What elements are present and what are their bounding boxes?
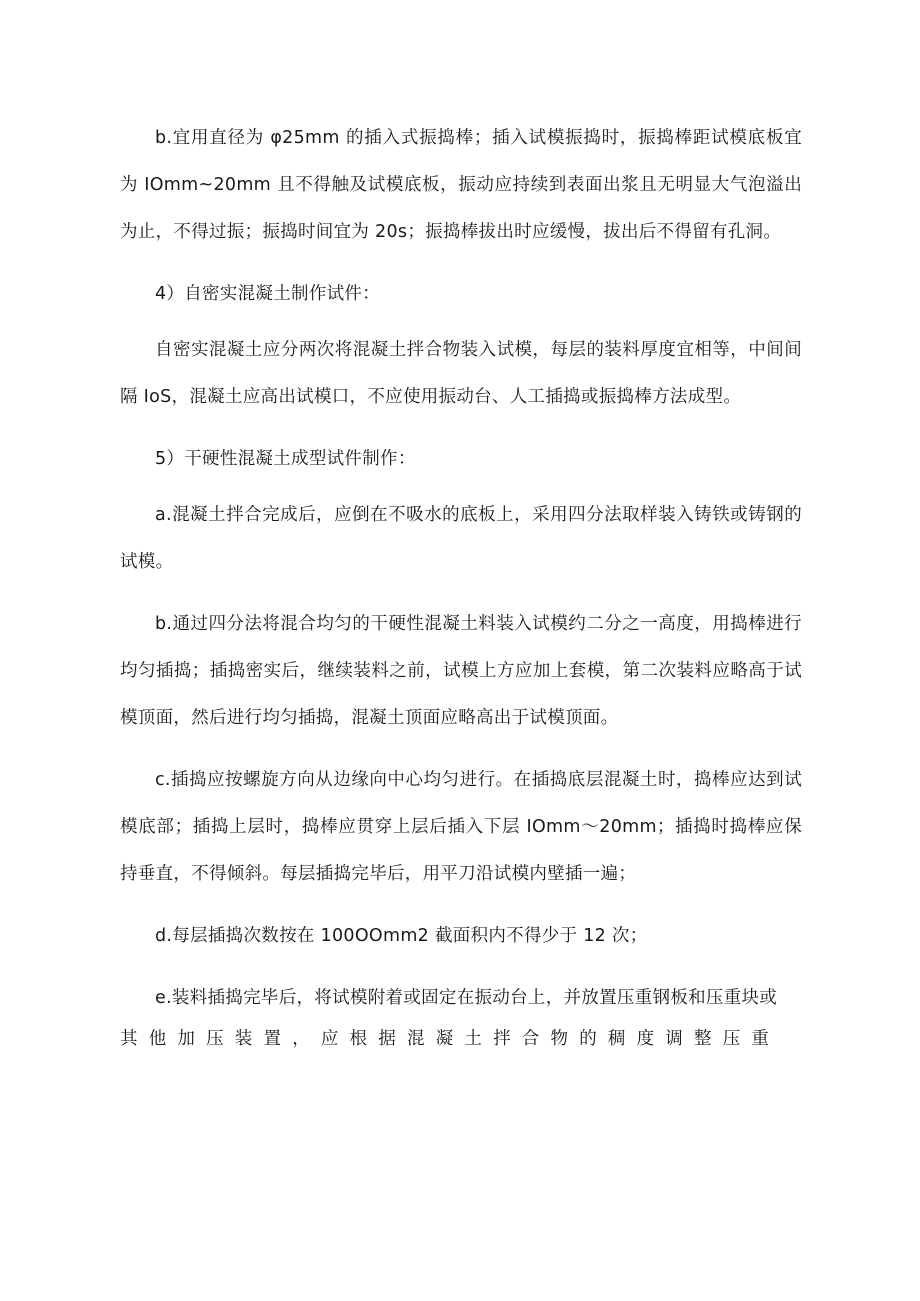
paragraph-e-continued: 其他加压装置，应根据混凝土拌合物的稠度调整压重: [120, 1029, 781, 1049]
paragraph-a-mixing: a.混凝土拌合完成后，应倒在不吸水的底板上，采用四分法取样装入铸铁或铸钢的试模。: [120, 505, 802, 572]
heading-self-compacting: 4）自密实混凝土制作试件：: [155, 284, 381, 304]
paragraph-b-vibrator: b.宜用直径为 φ25mm 的插入式振捣棒；插入试模振捣时，振捣棒距试模底板宜为 IOmm~20mm 且不得触及试模底板，振动应持续到表面出浆且无明显大气泡溢出为止，不得过振；振捣时间宜为 20s；振捣棒拔出时应缓慢，拔出后不得留有孔洞。: [120, 128, 802, 242]
paragraph-d-tamping-count: d.每层插捣次数按在 100OOmm2 截面积内不得少于 12 次；: [155, 926, 648, 946]
document-body: [120, 115, 802, 1078]
heading-dry-hard: 5）干硬性混凝土成型试件制作：: [155, 449, 416, 469]
paragraph-e-vibration: e.装料插捣完毕后，将试模附着或固定在振动台上，并放置压重钢板和压重块或: [155, 988, 778, 1008]
paragraph-self-compacting: 自密实混凝土应分两次将混凝土拌合物装入试模，每层的装料厚度宜相等，中间间隔 IoS，混凝土应高出试模口，不应使用振动台、人工插捣或振捣棒方法成型。: [120, 340, 802, 407]
paragraph-c-tamping: c.插捣应按螺旋方向从边缘向中心均匀进行。在插捣底层混凝土时，捣棒应达到试模底部；插捣上层时，捣棒应贯穿上层后插入下层 IOmm～20mm；插捣时捣棒应保持垂直，不得倾斜。每层插捣完毕后，用平刀沿试模内壁插一遍；: [120, 770, 802, 884]
paragraph-b-quartering: b.通过四分法将混合均匀的干硬性混凝土料装入试模约二分之一高度，用捣棒进行均匀插捣；插捣密实后，继续装料之前，试模上方应加上套模，第二次装料应略高于试模顶面，然后进行均匀插捣，混凝土顶面应略高出于试模顶面。: [120, 614, 802, 728]
